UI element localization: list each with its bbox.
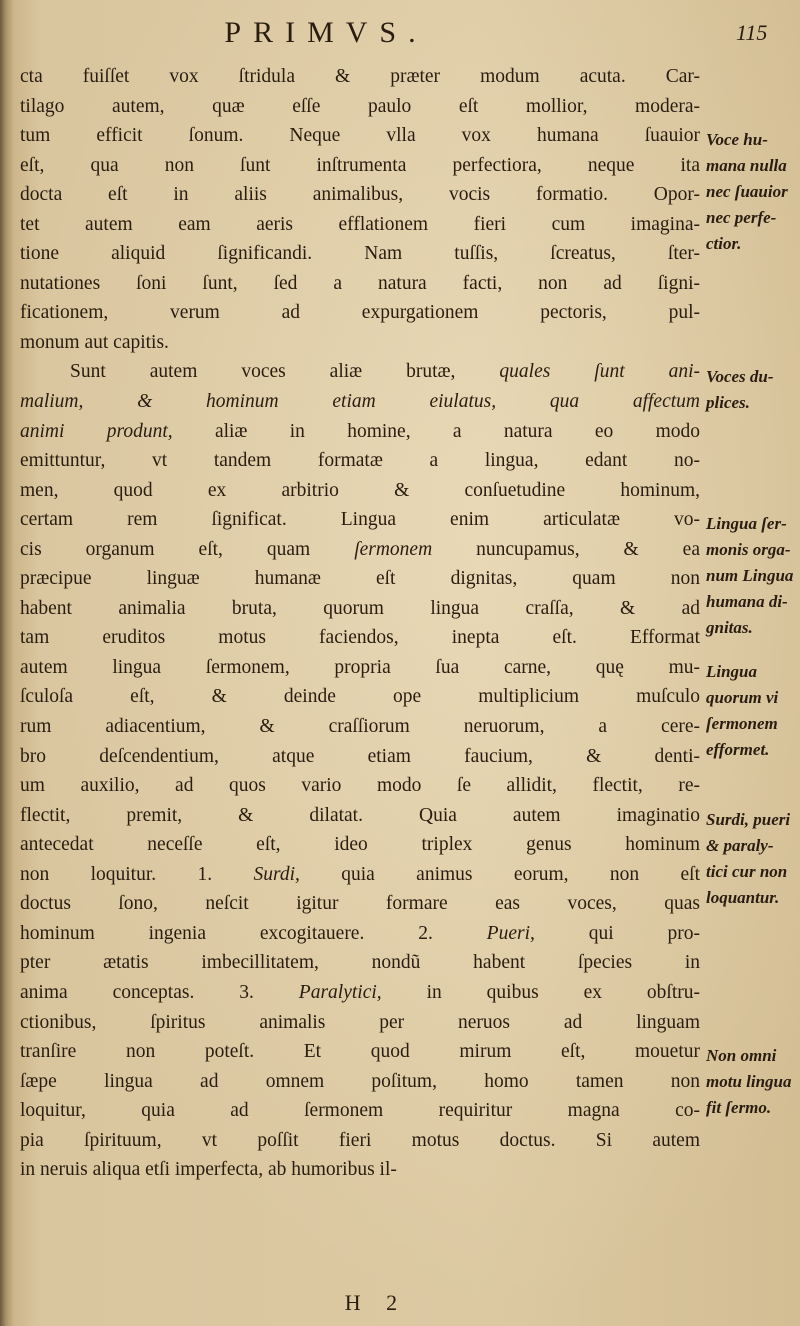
marginal-note-line: motu lingua: [706, 1072, 792, 1092]
text-line: [20, 1096, 700, 1126]
text-line: [20, 92, 700, 122]
marginal-note: [706, 1043, 798, 1121]
page-header: [0, 16, 800, 56]
roman-text: tione aliquid ſignificandi. Nam tuſſis, ſcreatus, ſter-: [20, 243, 700, 265]
roman-text: pia ſpirituum, vt poſſit fieri motus doctus. Si autem: [20, 1129, 700, 1151]
marginal-note: [706, 807, 798, 911]
marginal-note-line: quorum vi: [706, 688, 779, 707]
marginal-note: [706, 127, 798, 257]
text-line: [20, 1126, 700, 1156]
roman-text: autem lingua ſermonem, propria ſua carne, quę mu-: [20, 656, 700, 678]
roman-text: bro deſcendentium, atque etiam faucium, & denti-: [20, 745, 700, 767]
marginal-note-line: loquantur.: [706, 887, 780, 907]
italic-text: malium, & hominum etiam eiulatus, qua affectum: [20, 391, 700, 413]
text-line: [20, 594, 700, 624]
text-line: [20, 948, 700, 978]
marginal-note-line: nec ſuauior: [706, 182, 788, 202]
text-line: [20, 357, 700, 387]
italic-text: ſermonem: [354, 538, 433, 560]
marginal-note-line: plices.: [706, 392, 750, 412]
signature-mark: H 2: [344, 1290, 408, 1315]
roman-text: non loquitur. 1.: [20, 863, 254, 885]
marginal-note-line: & paraly-: [706, 835, 774, 855]
roman-text: quia animus eorum, non eſt: [299, 863, 700, 885]
roman-text: tet autem eam aeris efflationem fieri cum imagina-: [20, 213, 700, 235]
marginal-note-line: Voce hu-: [706, 130, 768, 150]
marginal-note-line: ſermonem: [706, 714, 778, 733]
roman-text: um auxilio, ad quos vario modo ſe allidit, flectit, re-: [20, 775, 700, 797]
marginal-note-line: ctior.: [706, 234, 742, 254]
text-line: [20, 387, 700, 417]
text-line: [20, 1037, 700, 1067]
marginal-note: [706, 511, 798, 641]
roman-text: ſæpe lingua ad omnem poſitum, homo tamen non: [20, 1070, 700, 1092]
italic-text: Pueri,: [486, 922, 535, 944]
roman-text: habent animalia bruta, quorum lingua craſſa, & ad: [20, 597, 700, 619]
running-title: PRIMVS.: [224, 16, 428, 49]
roman-text: nutationes ſoni ſunt, ſed a natura facti, non ad ſigni-: [20, 272, 700, 294]
roman-text: in quibus ex obſtru-: [381, 981, 700, 1003]
roman-text: flectit, premit, & dilatat. Quia autem imaginatio: [20, 804, 700, 826]
roman-text: men, quod ex arbitrio & conſuetudine hominum,: [20, 479, 700, 501]
text-line: [20, 712, 700, 742]
text-line: [20, 151, 700, 181]
marginal-note-line: mana nulla: [706, 156, 787, 176]
roman-text: ſculoſa eſt, & deinde ope multiplicium muſculo: [20, 686, 700, 708]
roman-text: ficationem, verum ad expurgationem pectoris, pul-: [20, 302, 700, 324]
italic-text: Surdi,: [253, 863, 300, 885]
text-line: [20, 1008, 700, 1038]
text-line: [20, 889, 700, 919]
roman-text: loquitur, quia ad ſermonem requiritur magna co-: [20, 1100, 700, 1122]
text-line: [20, 62, 700, 92]
text-line: [20, 564, 700, 594]
roman-text: præcipue linguæ humanæ eſt dignitas, quam non: [20, 568, 700, 590]
text-line: [20, 298, 700, 328]
text-line: [20, 417, 700, 447]
roman-text: eſt, qua non ſunt inſtrumenta perfectiora, neque ita: [20, 154, 700, 176]
marginal-note-line: tici cur non: [706, 861, 788, 881]
text-line: [20, 771, 700, 801]
roman-text: rum adiacentium, & craſſiorum neruorum, a cere-: [20, 716, 700, 738]
text-line: [20, 742, 700, 772]
marginal-note: [706, 659, 798, 763]
roman-text: cis organum eſt, quam: [20, 538, 355, 560]
roman-text: hominum ingenia excogitauere. 2.: [20, 922, 487, 944]
text-line: [20, 476, 700, 506]
text-line: [20, 535, 700, 565]
roman-text: certam rem ſignificat. Lingua enim articulatæ vo-: [20, 509, 700, 531]
roman-text: emittuntur, vt tandem formatæ a lingua, edant no-: [20, 450, 700, 472]
text-line: [20, 682, 700, 712]
roman-text: tam eruditos motus faciendos, inepta eſt. Efformat: [20, 627, 700, 649]
roman-text: ctionibus, ſpiritus animalis per neruos ad linguam: [20, 1011, 700, 1033]
marginal-note-line: gnitas.: [706, 618, 753, 638]
roman-text: tilago autem, quæ eſſe paulo eſt mollior, modera-: [20, 95, 700, 117]
roman-text: in neruis aliqua etſi imperfecta, ab humoribus il-: [20, 1159, 397, 1181]
roman-text: monum aut capitis.: [20, 331, 169, 353]
roman-text: tum efficit ſonum. Neque vlla vox humana ſuauior: [20, 125, 700, 147]
text-line: [20, 653, 700, 683]
italic-text: quales ſunt ani-: [499, 361, 700, 383]
marginal-note-line: num Lingua: [706, 566, 794, 586]
marginal-note-line: efformet.: [706, 740, 770, 759]
marginal-note-line: Non omni: [706, 1046, 777, 1066]
roman-text: nuncupamus, & ea: [432, 538, 700, 560]
text-line: [20, 860, 700, 890]
page-number: 115: [736, 20, 768, 45]
roman-text: Sunt autem voces aliæ brutæ,: [70, 361, 500, 383]
marginal-note-line: nec perfe-: [706, 208, 777, 228]
text-line: [20, 801, 700, 831]
marginal-note-line: fit ſermo.: [706, 1098, 772, 1118]
main-text-column: [20, 62, 700, 1185]
marginal-note-line: Surdi, pueri: [706, 809, 791, 829]
text-line: [20, 505, 700, 535]
marginal-note-line: humana di-: [706, 592, 788, 612]
text-line: [20, 978, 700, 1008]
roman-text: cta fuiſſet vox ſtridula & præter modum acuta. Car-: [20, 66, 700, 87]
marginal-note-line: Lingua ſer-: [706, 514, 787, 534]
text-line: [20, 1155, 700, 1185]
roman-text: pter ætatis imbecillitatem, nondũ habent ſpecies in: [20, 952, 700, 974]
text-line: [20, 623, 700, 653]
marginal-note-line: Lingua: [706, 662, 758, 681]
marginal-note-line: Voces du-: [706, 366, 774, 386]
text-line: [20, 121, 700, 151]
roman-text: antecedat neceſſe eſt, ideo triplex genus hominum: [20, 834, 700, 856]
text-line: [20, 269, 700, 299]
text-line: [20, 446, 700, 476]
roman-text: aliæ in homine, a natura eo modo: [172, 420, 700, 442]
marginal-note-line: monis orga-: [706, 540, 791, 560]
text-line: [20, 239, 700, 269]
italic-text: animi produnt,: [20, 420, 173, 442]
text-line: [20, 830, 700, 860]
text-line: [20, 1067, 700, 1097]
text-line: [20, 180, 700, 210]
italic-text: Paralytici,: [298, 981, 382, 1003]
roman-text: tranſire non poteſt. Et quod mirum eſt, mouetur: [20, 1041, 700, 1063]
roman-text: doctus ſono, neſcit igitur formare eas voces, quas: [20, 893, 700, 915]
roman-text: anima conceptas. 3.: [20, 981, 299, 1003]
text-line: [20, 919, 700, 949]
text-line: [20, 328, 700, 358]
text-line: [20, 210, 700, 240]
roman-text: docta eſt in aliis animalibus, vocis formatio. Opor-: [20, 184, 700, 206]
marginal-note: [706, 364, 798, 416]
roman-text: qui pro-: [534, 922, 700, 944]
